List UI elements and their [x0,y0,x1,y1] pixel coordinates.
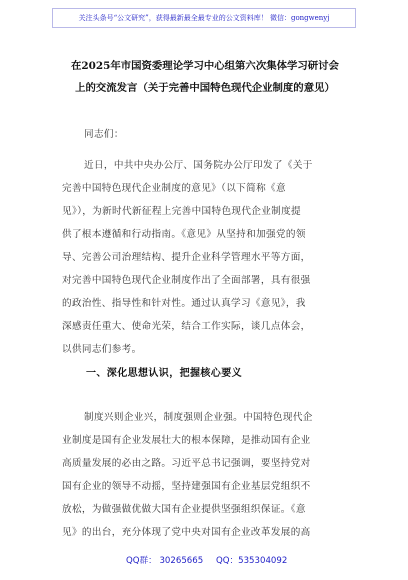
footer [0,552,408,572]
paragraph-line: 见》），为新时代新征程上完善中国特色现代企业制度提 [62,206,301,217]
paragraph-line: 业制度是国有企业发展壮大的根本保障，是推动国有企业 [62,435,311,446]
paragraph-line: 见》的出台，充分体现了党中央对国有企业改革发展的高 [62,527,311,538]
footer-qq-group: QQ群： 30265665 [126,556,204,566]
paragraph-line: 制度兴则企业兴，制度强则企业强。中国特色现代企 [84,412,313,423]
paragraph-line: 完善中国特色现代企业制度的意见》（以下简称《意 [62,183,286,194]
document-title-line-1: 在2025年市国资委理论学习中心组第六次集体学习研讨会 [71,60,339,72]
paragraph-line: 近日，中共中央办公厅、国务院办公厅印发了《关于 [84,160,313,171]
paragraph-line: 供了根本遵循和行动指南。《意见》从坚持和加强党的领 [62,229,306,240]
banner-text: 关注头条号“公文研究”，获得最新最全最专业的公文资料库！ 微信：gongwenyj [78,14,330,22]
paragraph-line: 深感责任重大、使命光荣，结合工作实际，谈几点体会， [62,321,311,332]
section-heading-1: 一、深化思想认识，把握核心要义 [86,368,242,379]
paragraph-line: 的政治性、指导性和针对性。通过认真学习《意见》，我 [62,298,306,309]
paragraph-line: 对完善中国特色现代企业制度作出了全面部署，具有很强 [62,275,311,286]
greeting: 同志们： [84,129,124,140]
paragraph-line: 国有企业的领导不动摇，坚持建强国有企业基层党组织不 [62,481,311,492]
paragraph-line: 放松，为做强做优做大国有企业提供坚强组织保证。《意 [62,504,306,515]
paragraph-line: 导、完善公司治理结构、提升企业科学管理水平等方面， [62,252,311,263]
document-title-line-2: 上的交流发言（关于完善中国特色现代企业制度的意见） [75,82,335,94]
paragraph-line: 以供同志们参考。 [62,344,142,355]
top-banner [52,8,356,28]
paragraph-line: 高质量发展的必由之路。习近平总书记强调，要坚持党对 [62,458,311,469]
footer-qq-number: QQ：535304092 [216,556,288,566]
